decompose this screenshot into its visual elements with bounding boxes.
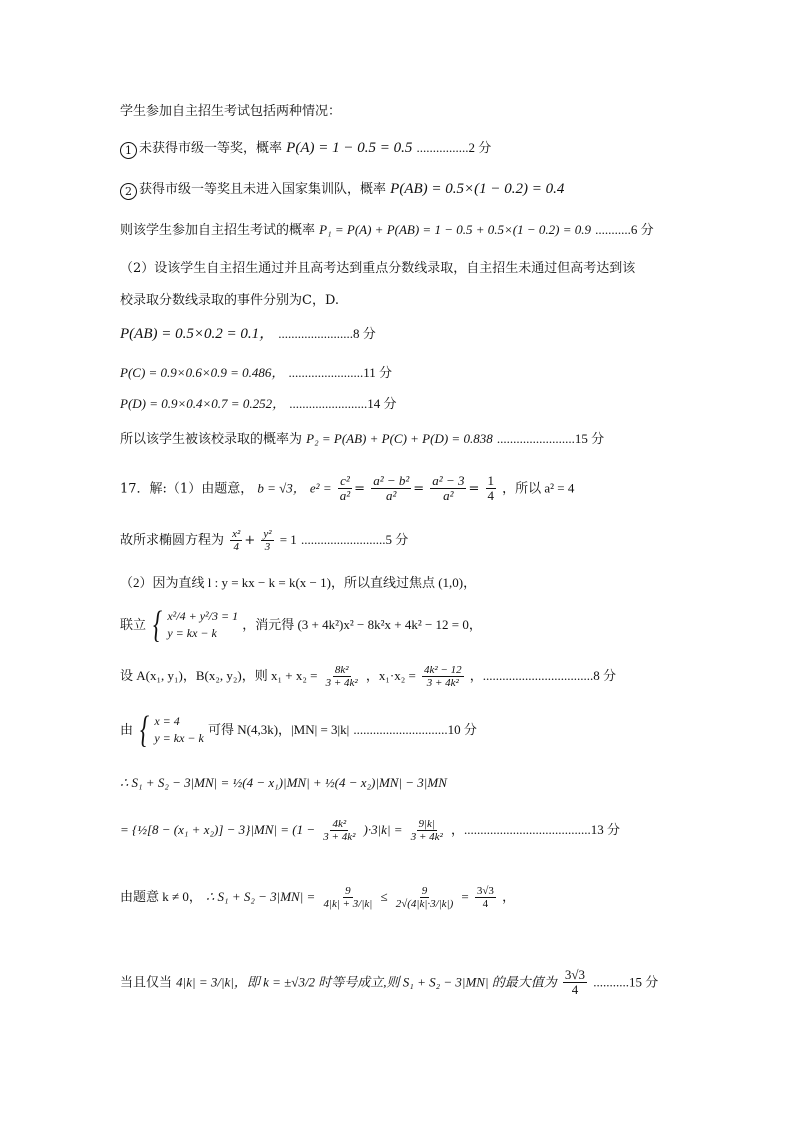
point-n-text: 可得 N(4,3k)，|MN| = 3|k|	[208, 721, 350, 737]
p-d-formula: P(D) = 0.9×0.4×0.7 = 0.252，	[120, 396, 286, 411]
probability-p1-line	[120, 223, 654, 237]
p1-formula: P₁ = P(A) + P(AB) = 1 − 0.5 + 0.5×(1 − 0.2) = 0.9	[319, 222, 591, 237]
area-sum-line	[120, 776, 447, 790]
problem-17-line: 17．解:（1）由题意， b = √3， e² = $\frac{\text{c²}}{\text{a²}}$ = $\frac{\text{a² − b²}}{\text{a²}}$ = $\frac{\text{a² − 3}}{\text{a²}}$ = $\frac{1}{4}$ ，所以 a² = 4	[120, 473, 575, 504]
problem-17-label: 17．解:（1）由题意，	[120, 481, 254, 497]
score-mark: ................2 分	[416, 140, 492, 155]
p-ab-formula: P(AB) = 0.5×0.2 = 0.1，	[120, 326, 275, 342]
fraction: $\frac{9}{4|k| + 3/|k|}$	[323, 885, 373, 911]
fraction: $\frac{\text{y²}}{3}$	[263, 528, 272, 554]
system-label: 联立	[120, 617, 147, 633]
fraction: $\frac{\text{a² − 3}}{\text{a²}}$	[432, 473, 465, 504]
events-text: 校录取分数线录取的事件分别为C，D.	[120, 293, 340, 308]
eq-sign: =	[461, 889, 469, 905]
point-n-label: 由	[120, 722, 134, 738]
p2-text: 所以该学生被该校录取的概率为	[120, 432, 303, 447]
eccentricity-lhs: e² =	[309, 480, 332, 496]
system-line	[120, 604, 482, 647]
b-value: b = √3，	[257, 480, 306, 496]
vieta-line	[120, 664, 616, 689]
vieta-mid: ，x₁·x₂ =	[365, 668, 416, 684]
case-one-text: 未获得市级一等奖，概率	[139, 141, 283, 156]
ellipse-text: 故所求椭圆方程为	[120, 533, 225, 549]
case-two-text: 获得市级一等奖且未进入国家集训队，概率	[139, 182, 387, 197]
p2-formula: P₂ = P(AB) + P(C) + P(D) = 0.838	[306, 431, 493, 446]
fraction: $\frac{\text{a² − b²}}{\text{a²}}$	[373, 473, 410, 504]
ellipse-rhs: = 1	[279, 532, 297, 548]
inequality-text: 由题意 k ≠ 0，	[120, 889, 202, 905]
fraction: $\frac{3√3}{4}$	[564, 967, 586, 998]
p-c-formula: P(C) = 0.9×0.6×0.9 = 0.486，	[120, 365, 285, 380]
area-simplify-line	[120, 818, 620, 843]
score-mark: ...........6 分	[595, 222, 654, 237]
p2-line	[120, 432, 604, 446]
score-mark: ........................15 分	[496, 431, 605, 446]
simplify-part-b: )·3|k| =	[363, 822, 403, 838]
simplify-part-a: = {½[8 − (x₁ + x₂)] − 3}|MN| = (1 −	[120, 822, 316, 838]
score-mark: ，.......................................13 分	[450, 822, 620, 838]
intro-line	[120, 105, 341, 118]
equation-system: { x²/4 + y²/3 = 1 y = kx − k	[153, 604, 239, 647]
score-mark: ..........................5 分	[300, 532, 409, 548]
score-mark: ...........15 分	[593, 974, 659, 990]
conclusion-line	[120, 968, 658, 998]
fraction: $\frac{\text{x²}}{4}$	[232, 528, 241, 554]
vieta-text: 设 A(x₁, y₁)，B(x₂, y₂)，则 x₁ + x₂ =	[120, 668, 318, 684]
p-c-line	[120, 366, 392, 380]
case-two-formula: P(AB) = 0.5×(1 − 0.2) = 0.4	[390, 181, 565, 197]
case-one-formula: P(A) = 1 − 0.5 = 0.5	[286, 140, 413, 156]
p-d-line	[120, 397, 396, 411]
p-ab-line	[120, 327, 376, 342]
p1-text: 则该学生参加自主招生考试的概率	[120, 223, 316, 238]
intro-text: 学生参加自主招生考试包括两种情况：	[120, 104, 342, 119]
score-mark: .......................11 分	[288, 365, 393, 380]
case-one-line	[120, 141, 491, 159]
line-l-statement	[120, 576, 476, 590]
score-mark: ，..................................8 分	[469, 668, 617, 684]
line-l-text: （2）因为直线 l : y = kx − k = k(x − 1)，所以直线过焦点 (1,0)，	[120, 575, 477, 590]
score-mark: .............................10 分	[353, 721, 477, 737]
circled-number-1: 1	[120, 142, 137, 159]
fraction: $\frac{9|k|}{\text{3 + 4k²}}$	[410, 818, 443, 844]
conclusion-text-a: 当且仅当	[120, 975, 173, 991]
fraction: $\frac{\text{c²}}{\text{a²}}$	[339, 473, 351, 504]
inequality-line: 由题意 k ≠ 0， ∴ S₁ + S₂ − 3|MN| = $\frac{9}{4|k| + 3/|k|}$ ≤ $\frac{9}{2√(4|k|\cdot 3/|k|)}$ = $\frac{3√3}{4}$ ，	[120, 885, 516, 911]
fraction: $\frac{9}{2√(4|k|\cdot 3/|k|)}$	[395, 885, 454, 911]
fraction: $\frac{1}{4}$	[487, 473, 494, 504]
fraction: $\frac{3√3}{4}$	[476, 885, 494, 911]
part2-intro-line	[120, 262, 635, 275]
le-sign: ≤	[380, 889, 388, 905]
quadratic-text: ，消元得 (3 + 4k²)x² − 8k²x + 4k² − 12 = 0，	[242, 616, 482, 632]
case-two-line	[120, 182, 564, 200]
circled-number-2: 2	[120, 183, 137, 200]
score-mark: .......................8 分	[278, 326, 376, 341]
ellipse-equation-line: 故所求椭圆方程为 $\frac{\text{x²}}{4}$ + $\frac{\text{y²}}{3}$ = 1 ..........................5 分	[120, 528, 409, 554]
part2-events-line	[120, 294, 339, 307]
inequality-lhs: ∴ S₁ + S₂ − 3|MN| =	[206, 889, 316, 905]
a-squared-result: ，所以 a² = 4	[502, 480, 575, 496]
part2-text: （2）设该学生自主招生通过并且高考达到重点分数线录取，自主招生未通过但高考达到该	[120, 261, 636, 276]
area-sum-formula: ∴ S₁ + S₂ − 3|MN| = ½(4 − x₁)|MN| + ½(4 − x₂)|MN| − 3|MN	[120, 775, 447, 790]
fraction: $\frac{\text{4k²}}{\text{3 + 4k²}}$	[323, 818, 356, 844]
point-n-line	[120, 709, 477, 752]
fraction: $\frac{\text{8k²}}{\text{3 + 4k²}}$	[325, 664, 358, 690]
fraction: $\frac{\text{4k² − 12}}{\text{3 + 4k²}}$	[424, 664, 462, 690]
conclusion-formula: 4|k| = 3/|k|，即 k = ±√3/2 时等号成立,则 S₁ + S₂ − 3|MN| 的最大值为	[176, 974, 557, 990]
score-mark: ........................14 分	[289, 396, 397, 411]
equation-system: { x = 4 y = kx − k	[140, 709, 204, 752]
